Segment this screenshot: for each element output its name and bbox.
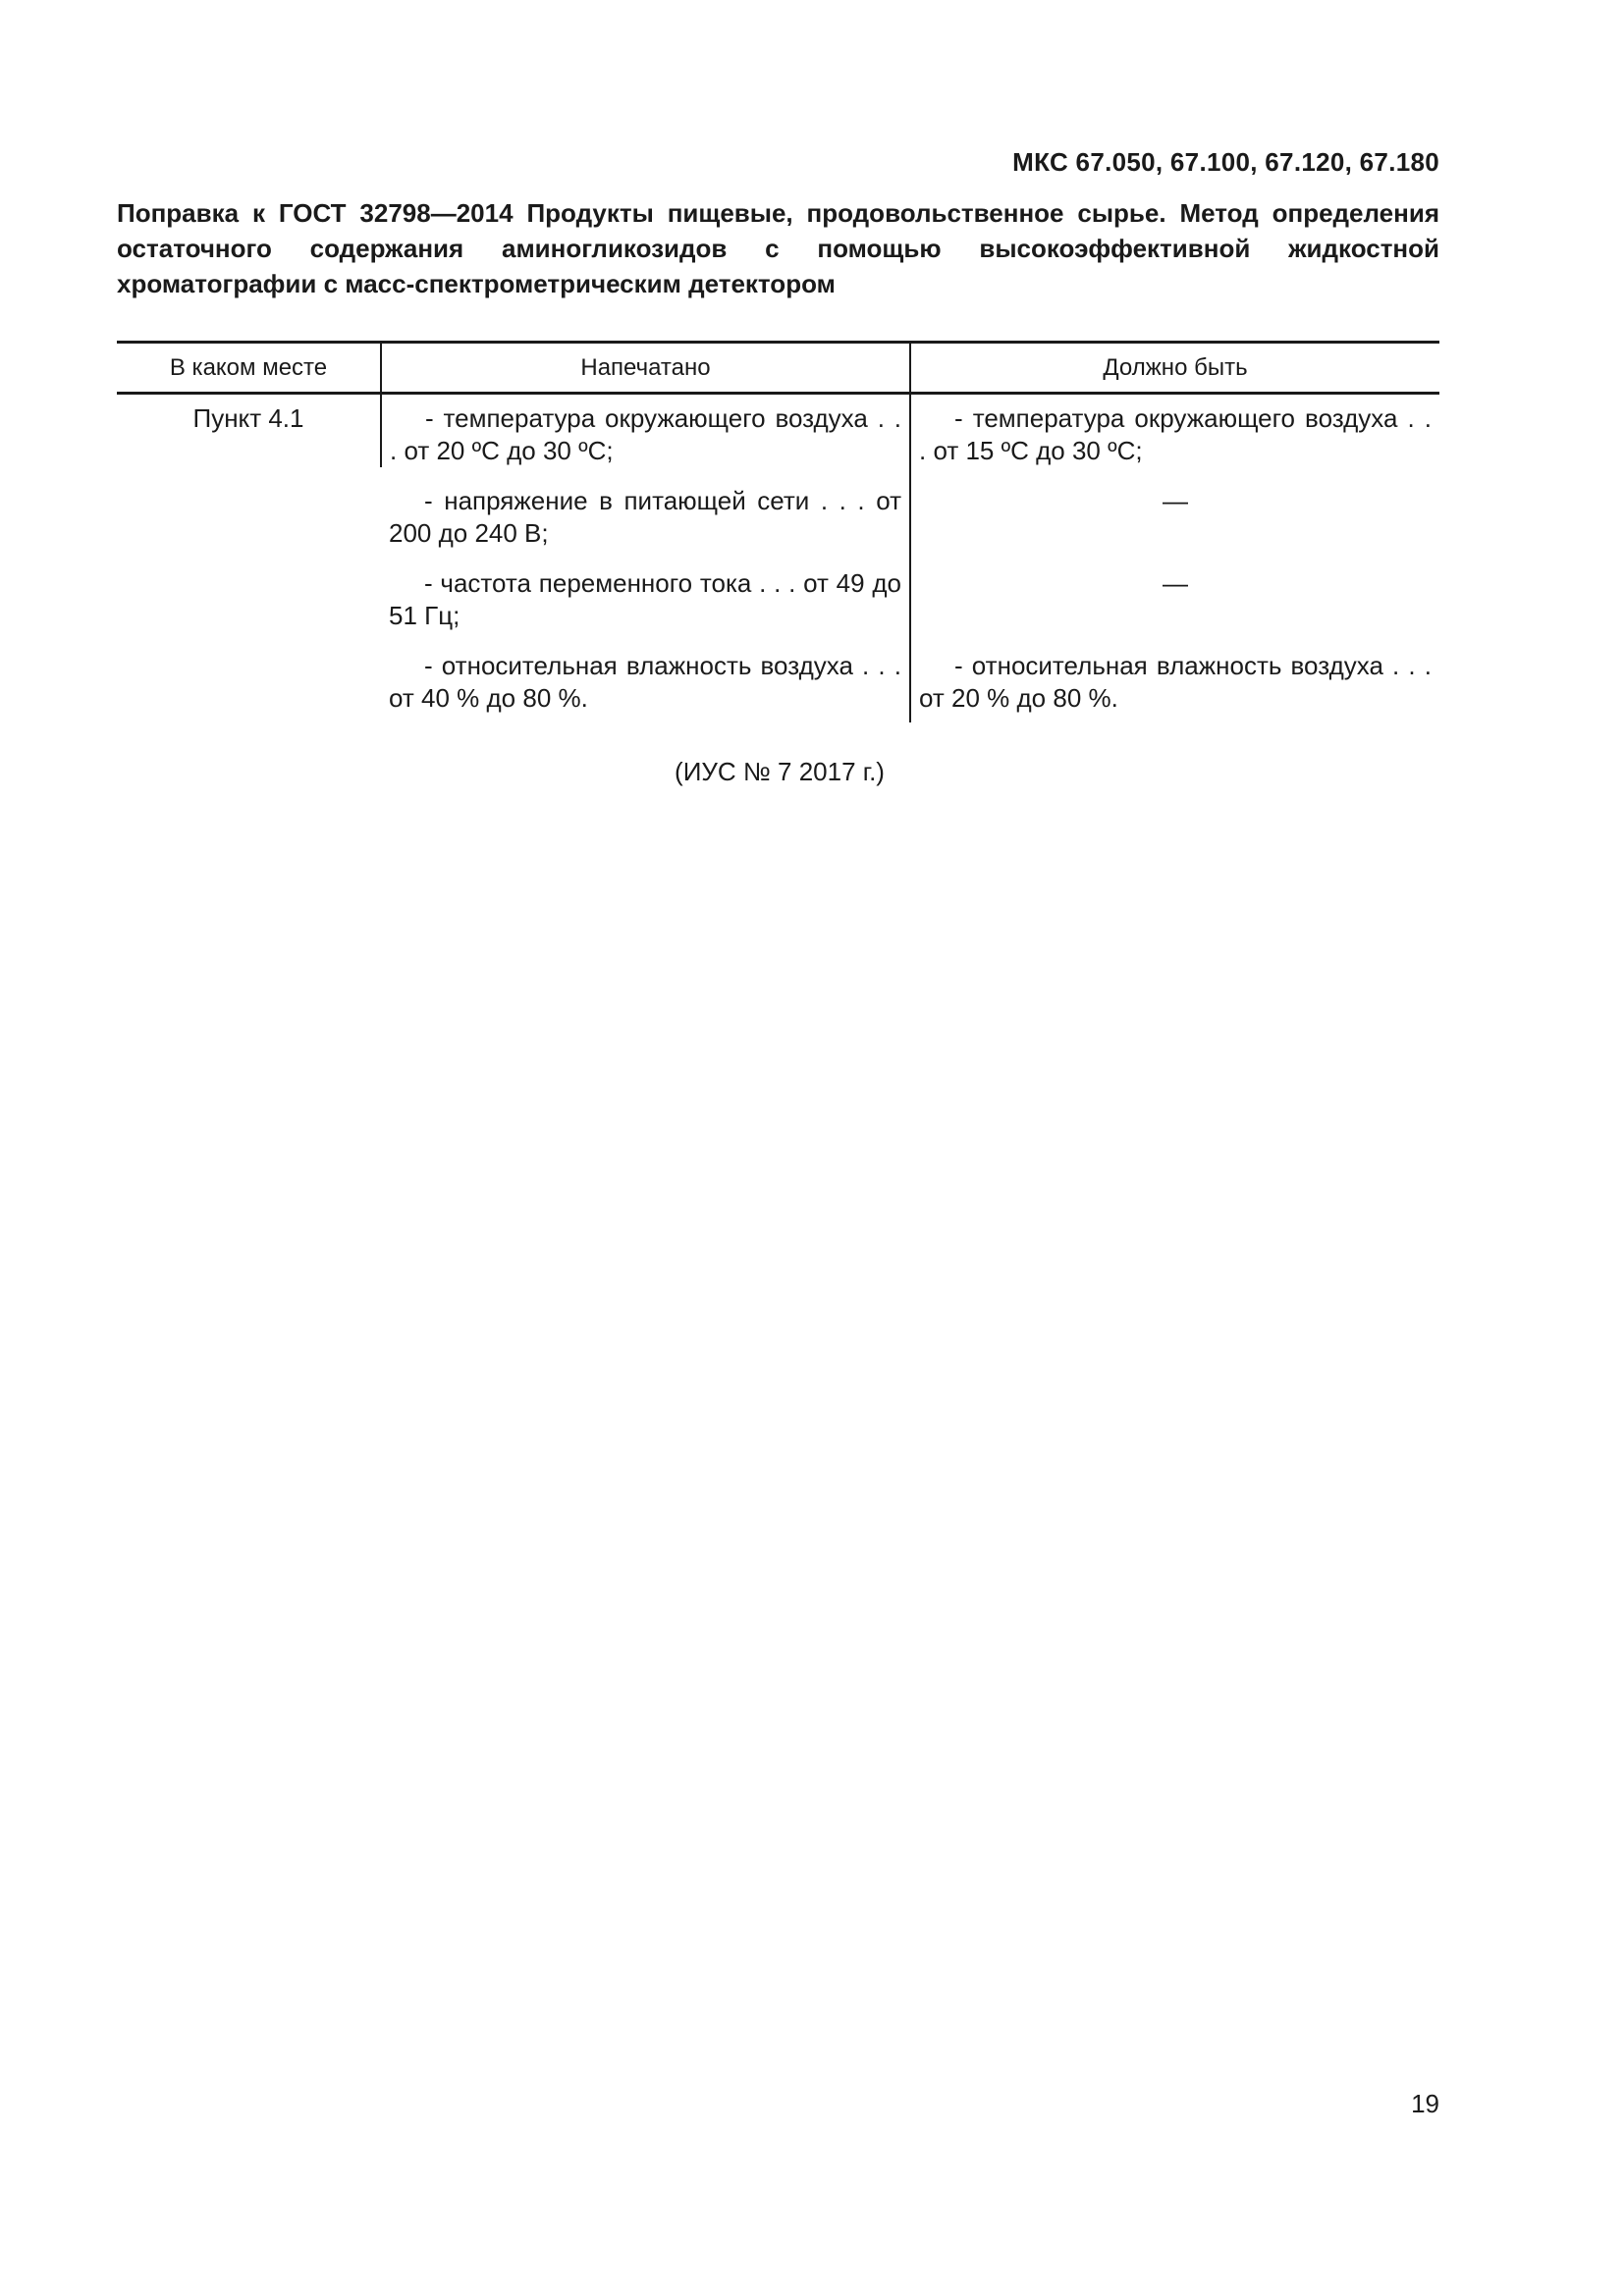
corrections-table [117, 341, 1439, 722]
table-header-row [117, 343, 1439, 394]
printed-cell: - относительная влажность воздуха . . . от 40 % до 80 %. [389, 651, 901, 713]
page-number: 19 [1411, 2089, 1439, 2118]
printed-cell: - температура окружающего воздуха . . . от 20 ºС до 30 ºС; [381, 394, 910, 468]
should-be-cell: — [910, 550, 1439, 632]
header-printed: Напечатано [381, 343, 910, 394]
mks-code: МКС 67.050, 67.100, 67.120, 67.180 [1012, 147, 1439, 177]
place-cell: Пункт 4.1 [192, 403, 304, 433]
header-should-be: Должно быть [910, 343, 1439, 394]
should-be-cell: — [910, 467, 1439, 550]
should-be-cell: - температура окружающего воздуха . . . от 15 ºС до 30 ºС; [910, 394, 1439, 468]
should-be-cell: - относительная влажность воздуха . . . от 20 % до 80 %. [910, 632, 1439, 722]
printed-cell: - напряжение в питающей сети . . . от 200 до 240 В; [389, 486, 901, 548]
table-row [117, 394, 1439, 468]
header-place: В каком месте [117, 343, 381, 394]
printed-cell: - частота переменного тока . . . от 49 до 51 Гц; [389, 568, 901, 630]
document-title: Поправка к ГОСТ 32798—2014 Продукты пищевые, продовольственное сырье. Метод определения остаточного содержания аминогликозидов с помощью высокоэффективной жидкостной хроматографии с масс-спектрометрическим детектором [117, 198, 1439, 298]
ius-reference: (ИУС № 7 2017 г.) [675, 757, 885, 786]
